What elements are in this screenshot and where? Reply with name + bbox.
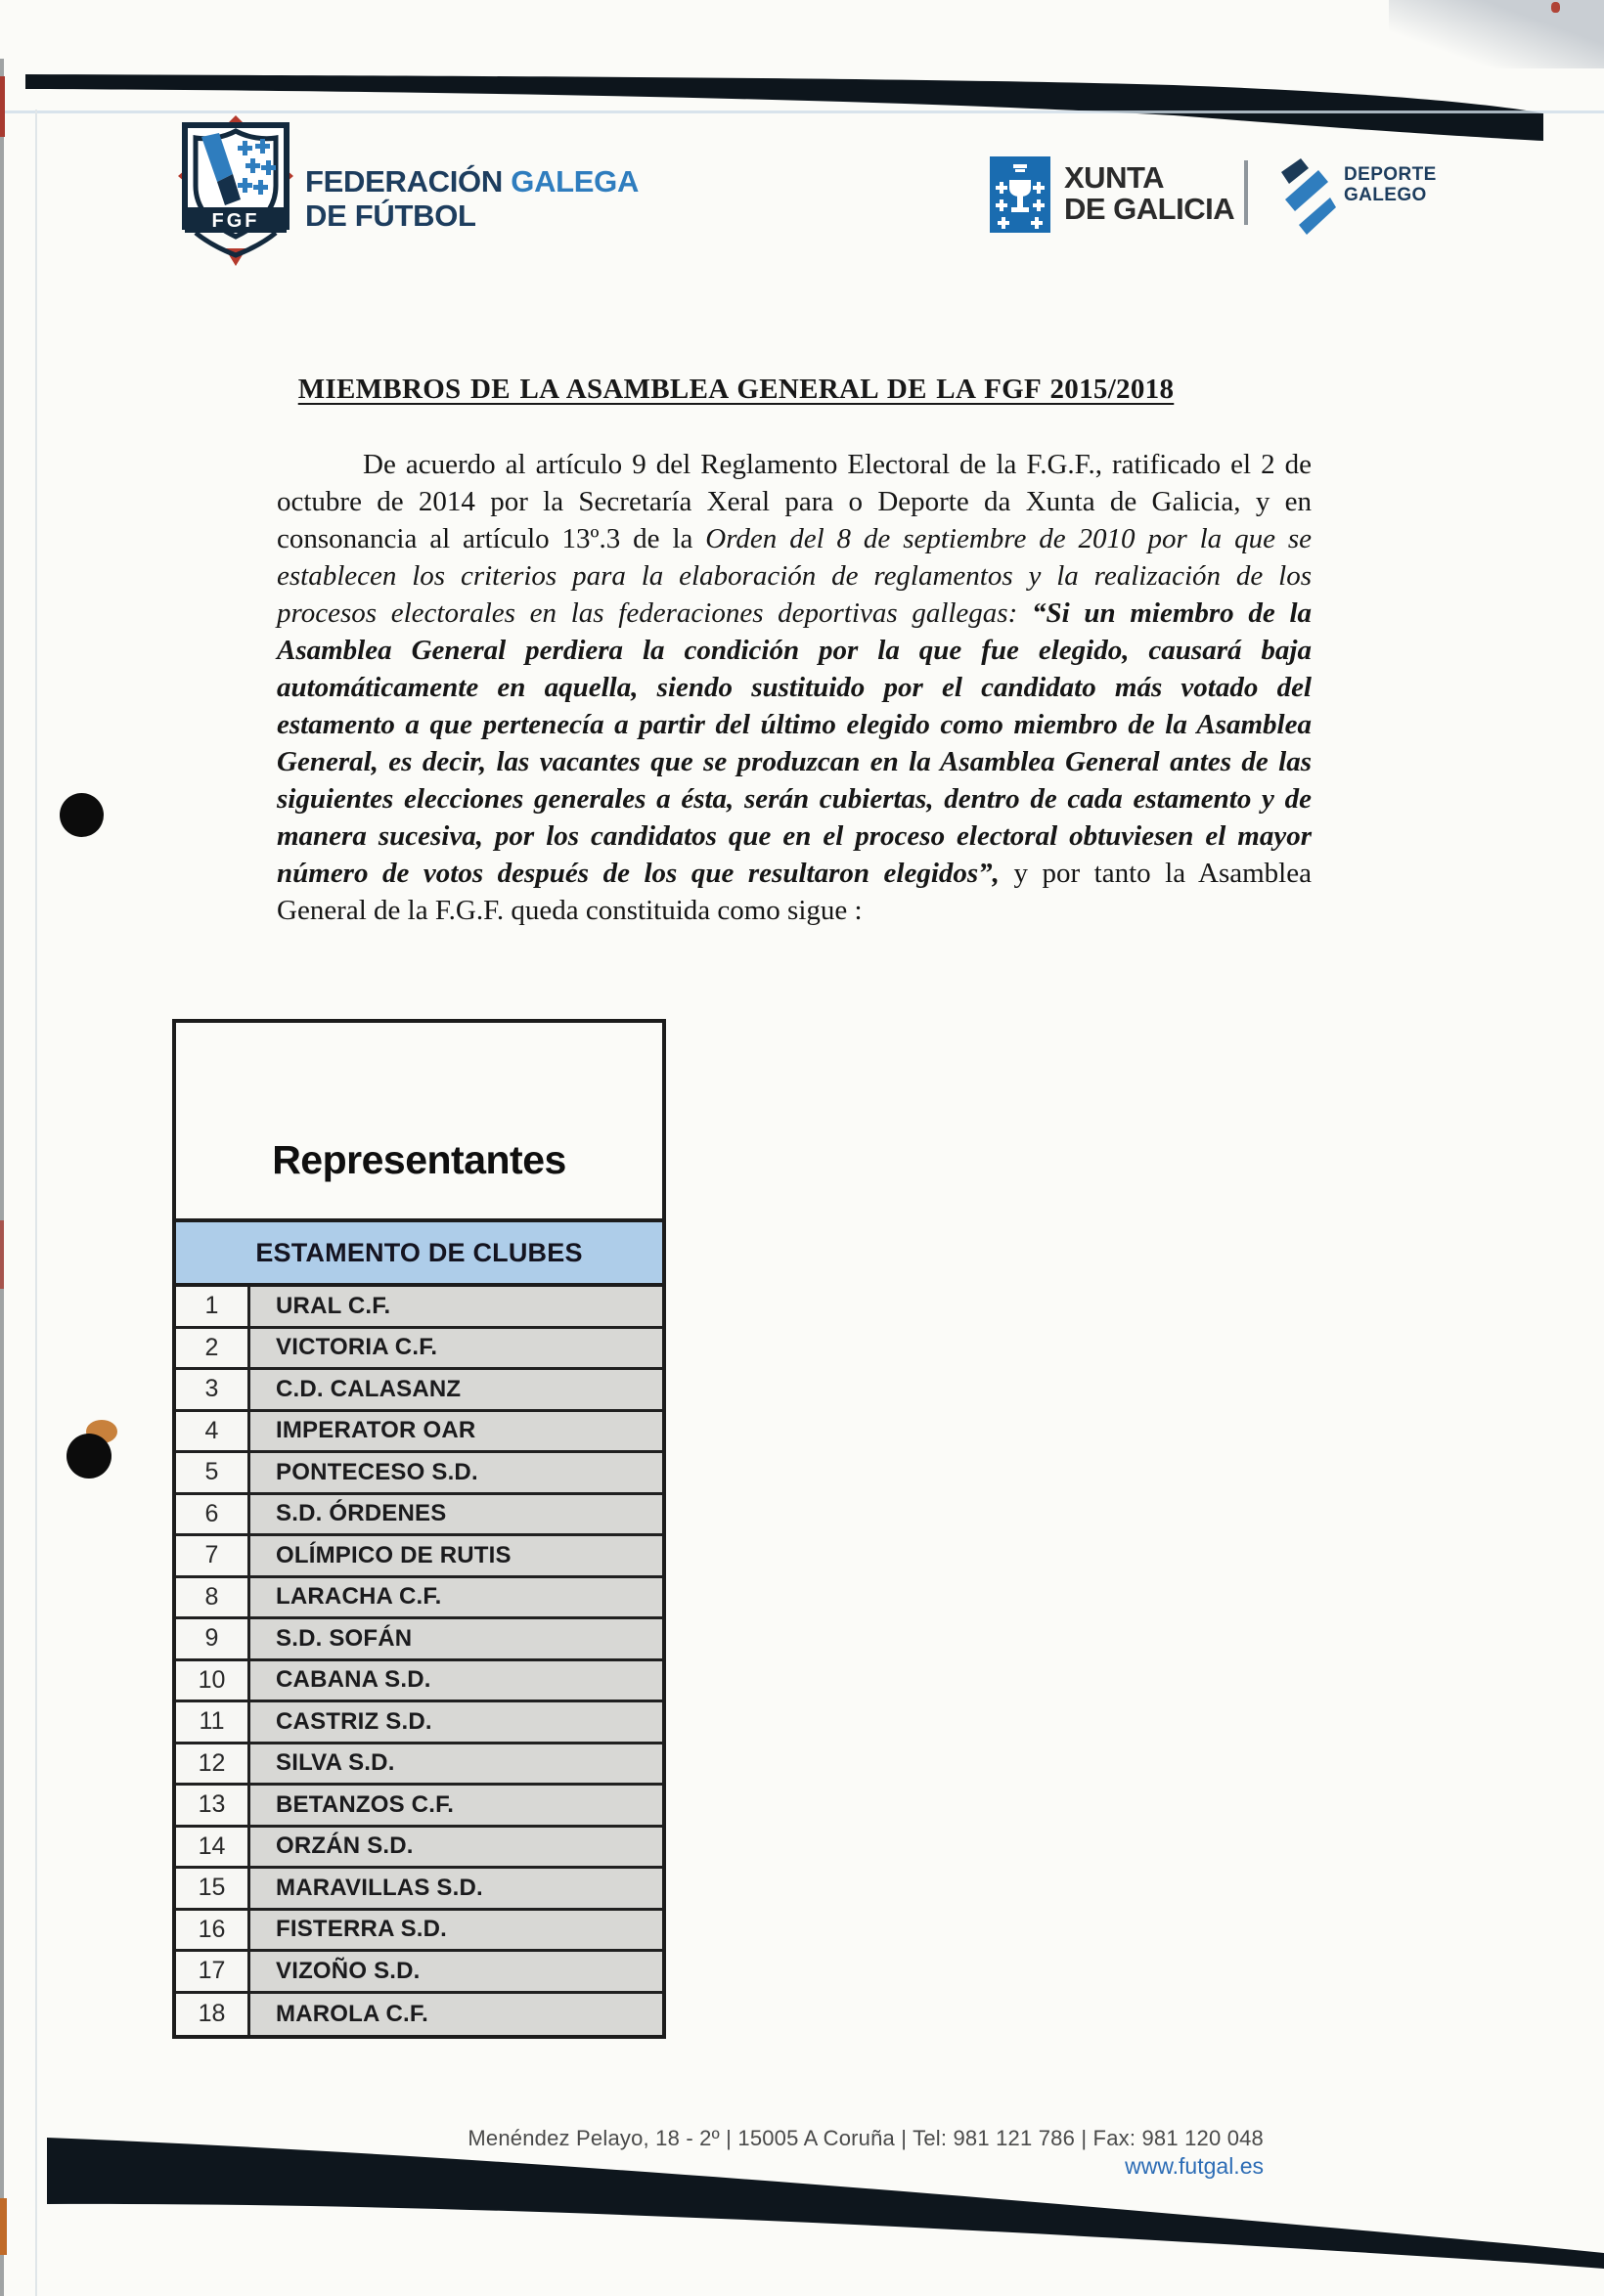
club-name-cell: MARAVILLAS S.D. <box>250 1869 662 1908</box>
federation-name-line2: DE FÚTBOL <box>305 199 476 233</box>
row-number-cell: 12 <box>176 1744 250 1784</box>
row-number-cell: 8 <box>176 1578 250 1617</box>
table-row <box>176 1453 662 1495</box>
table-row <box>176 1536 662 1578</box>
row-number-cell: 4 <box>176 1412 250 1451</box>
fgf-crest-logo <box>176 113 295 266</box>
table-row <box>176 1952 662 1994</box>
table-rows <box>176 1287 662 2035</box>
xunta-wordmark <box>1064 162 1234 225</box>
page-left-edge <box>0 59 4 2296</box>
header-divider <box>1244 160 1248 225</box>
row-number-cell: 2 <box>176 1329 250 1368</box>
row-number-cell: 13 <box>176 1786 250 1825</box>
scan-red-speck <box>1551 2 1560 13</box>
xunta-de-galicia-logo <box>990 156 1050 233</box>
row-number-cell: 10 <box>176 1661 250 1700</box>
table-row <box>176 1702 662 1744</box>
club-name-cell: MAROLA C.F. <box>250 1994 662 2036</box>
federation-name-line1: FEDERACIÓN GALEGA <box>305 164 640 199</box>
scanner-shadow-corner <box>1389 0 1604 68</box>
club-name-cell: ORZÁN S.D. <box>250 1828 662 1867</box>
table-row <box>176 1287 662 1329</box>
row-number-cell: 6 <box>176 1495 250 1534</box>
federation-wordmark <box>305 164 639 233</box>
table-row <box>176 1869 662 1911</box>
paragraph-normal-1: De acuerdo al artículo 9 del Reglamento Electoral de la F.G.F., ratificado el 2 de octubre de 2014 por la Secretaría Xeral para o Deporte da Xunta de Galicia, y en consonancia al artículo 13º.3 de la <box>277 449 1312 554</box>
club-name-cell: FISTERRA S.D. <box>250 1911 662 1950</box>
row-number-cell: 9 <box>176 1619 250 1658</box>
club-name-cell: URAL C.F. <box>250 1287 662 1326</box>
footer-address: Menéndez Pelayo, 18 - 2º | 15005 A Coruña | Tel: 981 121 786 | Fax: 981 120 048 <box>468 2126 1264 2150</box>
row-number-cell: 17 <box>176 1952 250 1991</box>
fgf-crest-abbr: FGF <box>211 210 260 232</box>
table-row <box>176 1994 662 2036</box>
footer-website-link: www.futgal.es <box>1125 2153 1264 2179</box>
table-row <box>176 1661 662 1703</box>
deporte-galego-wordmark <box>1344 164 1437 205</box>
table-section-header: ESTAMENTO DE CLUBES <box>176 1222 662 1287</box>
table-row <box>176 1578 662 1620</box>
row-number-cell: 14 <box>176 1828 250 1867</box>
table-row <box>176 1619 662 1661</box>
table-row <box>176 1911 662 1953</box>
document-title: MIEMBROS DE LA ASAMBLEA GENERAL DE LA FGF 2015/2018 <box>297 374 1175 405</box>
club-name-cell: OLÍMPICO DE RUTIS <box>250 1536 662 1575</box>
table-row <box>176 1786 662 1828</box>
row-number-cell: 1 <box>176 1287 250 1326</box>
club-name-cell: LARACHA C.F. <box>250 1578 662 1617</box>
club-name-cell: C.D. CALASANZ <box>250 1370 662 1409</box>
club-name-cell: VIZOÑO S.D. <box>250 1952 662 1991</box>
row-number-cell: 15 <box>176 1869 250 1908</box>
row-number-cell: 5 <box>176 1453 250 1492</box>
row-number-cell: 11 <box>176 1702 250 1742</box>
row-number-cell: 18 <box>176 1994 250 2036</box>
row-number-cell: 16 <box>176 1911 250 1950</box>
paragraph-normal-2: y por tanto la Asamblea General de la F.G.F. queda constituida como sigue : <box>277 858 1312 926</box>
row-number-cell: 3 <box>176 1370 250 1409</box>
xunta-line1: XUNTA <box>1064 160 1164 195</box>
paragraph-italic-citation: Orden del 8 de septiembre de 2010 por la que se establecen los criterios para la elaboración de reglamentos y la realización de los procesos electorales en las federaciones deportivas gallegas: <box>277 523 1313 629</box>
club-name-cell: VICTORIA C.F. <box>250 1329 662 1368</box>
paragraph-quoted-rule: “Si un miembro de la Asamblea General perdiera la condición por la que fue elegido, causará baja automáticamente en aquella, siendo sustituido por el candidato más votado del estamento a que pertenecía a partir del último elegido como miembro de la Asamblea General, es decir, las vacantes que se produzcan en la Asamblea General antes de las siguientes elecciones generales a ésta, serán cubiertas, dentro de cada estamento y de manera sucesiva, por los candidatos que en el proceso electoral obtuviesen el mayor número de votos después de los que resultaron elegidos”, <box>277 597 1313 889</box>
club-name-cell: S.D. ÓRDENES <box>250 1495 662 1534</box>
hole-punch-mark-1 <box>60 793 104 837</box>
scan-red-mark-top <box>0 76 5 137</box>
table-title: Representantes <box>176 1023 662 1222</box>
table-row <box>176 1370 662 1412</box>
xunta-line2: DE GALICIA <box>1064 192 1235 226</box>
club-name-cell: PONTECESO S.D. <box>250 1453 662 1492</box>
club-name-cell: BETANZOS C.F. <box>250 1786 662 1825</box>
table-row <box>176 1495 662 1537</box>
club-name-cell: SILVA S.D. <box>250 1744 662 1784</box>
deporte-galego-icon <box>1279 158 1336 235</box>
club-name-cell: CABANA S.D. <box>250 1661 662 1700</box>
club-name-cell: S.D. SOFÁN <box>250 1619 662 1658</box>
table-row <box>176 1828 662 1870</box>
club-name-cell: IMPERATOR OAR <box>250 1412 662 1451</box>
scan-red-mark-middle <box>0 1220 4 1289</box>
deporte-line1: DEPORTE <box>1344 164 1437 185</box>
table-row <box>176 1412 662 1454</box>
representatives-table <box>172 1019 666 2039</box>
page-fold-line <box>35 110 37 2296</box>
deporte-line2: GALEGO <box>1344 185 1427 205</box>
document-paragraph <box>277 446 1312 929</box>
row-number-cell: 7 <box>176 1536 250 1575</box>
scan-bottom-edge-artifact <box>0 2122 1604 2296</box>
table-row <box>176 1329 662 1371</box>
table-row <box>176 1744 662 1787</box>
hole-punch-mark-2 <box>67 1434 111 1479</box>
club-name-cell: CASTRIZ S.D. <box>250 1702 662 1742</box>
